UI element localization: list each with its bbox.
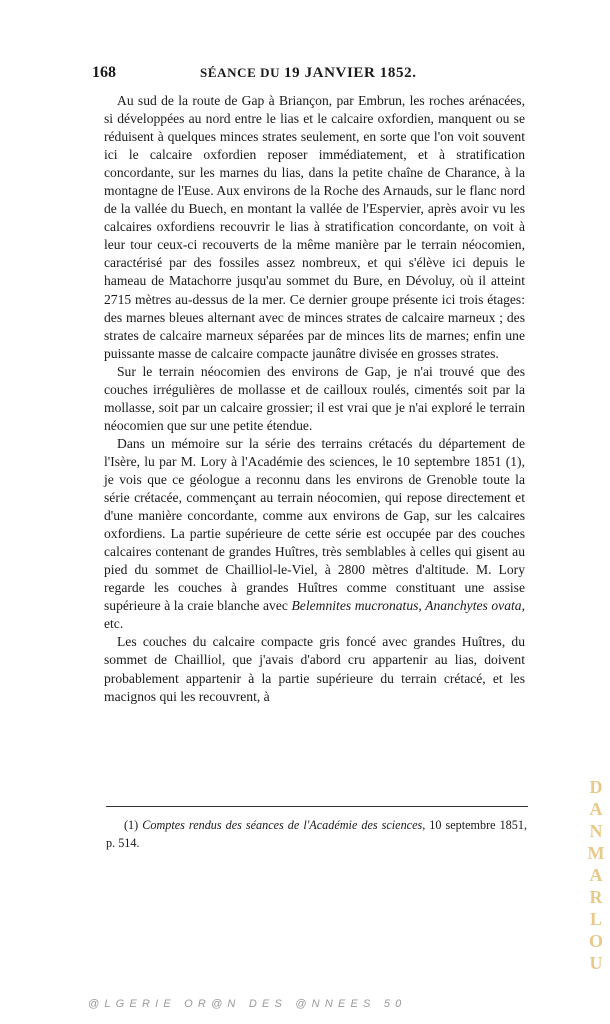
footnote-rest: , 10 septembre 1851, p. 514.	[106, 818, 528, 850]
watermark-bottom: @LGERIE OR@N DES @NNEES 50	[88, 998, 407, 1010]
paragraph	[104, 633, 525, 705]
paragraph-text: Les couches du calcaire compacte gris foncé avec grandes Huîtres, du sommet de Chailliol, que j'avais d'abord cru appartenir au lias, doivent probablement appartenir à la partie supérieure du terrain crétacé, et les macignos qui les recouvrent, à	[104, 634, 525, 704]
paragraph	[104, 435, 525, 634]
footnote	[106, 816, 527, 852]
paragraph-text: Sur le terrain néocomien des environs de Gap, je n'ai trouvé que des couches irrégulières de mollasse et de cailloux roulés, cimentés soit par la mollasse, soit par un calcaire grossier; il est vrai que je n'ai exploré le terrain néocomien que sur une petite étendue.	[104, 363, 525, 433]
page-header	[92, 64, 528, 86]
running-head-date: 19 JANVIER 1852.	[284, 65, 417, 81]
watermark-vertical: DANMARLOU	[587, 777, 605, 973]
body-text	[104, 92, 525, 706]
running-head-prefix: SÉANCE DU	[200, 65, 285, 80]
page-number: 168	[92, 64, 116, 81]
footnote-mark: (1)	[124, 818, 143, 832]
paragraph	[104, 363, 525, 435]
footnote-divider	[106, 806, 528, 807]
running-head	[200, 65, 417, 82]
italic-text: Belemnites mucronatus, Ananchytes ovata	[291, 598, 522, 614]
paragraph-text: Au sud de la route de Gap à Briançon, par Embrun, les roches arénacées, si développées au nord entre le lias et le calcaire oxfordien, manquent ou se réduisent à quelques minces strates seulement, en sorte que l'on voit souvent ici le calcaire oxfordien reposer immédiatement, et à stratification concordante, sur les marnes du lias, dans la petite chaîne de Charance, à la montagne de l'Euse. Aux environs de la Roche des Arnauds, sur le flanc nord de la vallée du Buech, en montant la vallée de l'Espervier, après avoir vu les calcaires oxfordiens recouvrir le lias à stratification concordante, on voit à leur tour ceux-ci recouverts de la même manière par le terrain néocomien, caractérisé par des fossiles assez nombreux, et qui s'élève ici depuis le hameau de Matachorre jusqu'au sommet du Bure, en Dévoluy, où il atteint 2715 mètres au-dessus de la mer. Ce dernier groupe présente ici trois étages: des marnes bleues alternant avec de minces strates de calcaire marneux ; des strates de calcaire marneux séparées par de minces lits de marnes; enfin une puissante masse de calcaire compacte jaunâtre divisée en grosses strates.	[104, 93, 525, 361]
paragraph-text: , etc.	[104, 598, 525, 632]
paragraph-text: Dans un mémoire sur la série des terrains crétacés du département de l'Isère, lu par M. Lory à l'Académie des sciences, le 10 septembre 1851 (1), je vois que ce géologue a reconnu dans les environs de Grenoble toute la série crétacée, commençant au terrain néocomien, qui repose directement et d'une manière concordante, comme aux environs de Gap, sur les calcaires oxfordiens. La partie supérieure de cette série est occupée par des couches calcaires contenant de grandes Huîtres, très semblables à celles qui gisent au pied du sommet de Chailliol-le-Viel, à 2800 mètres d'altitude. M. Lory regarde les couches à grandes Huîtres comme constituant une assise supérieure à la craie blanche avec	[104, 435, 525, 614]
footnote-title: Comptes rendus des séances de l'Académie des sciences	[142, 818, 423, 832]
paragraph	[104, 92, 525, 363]
